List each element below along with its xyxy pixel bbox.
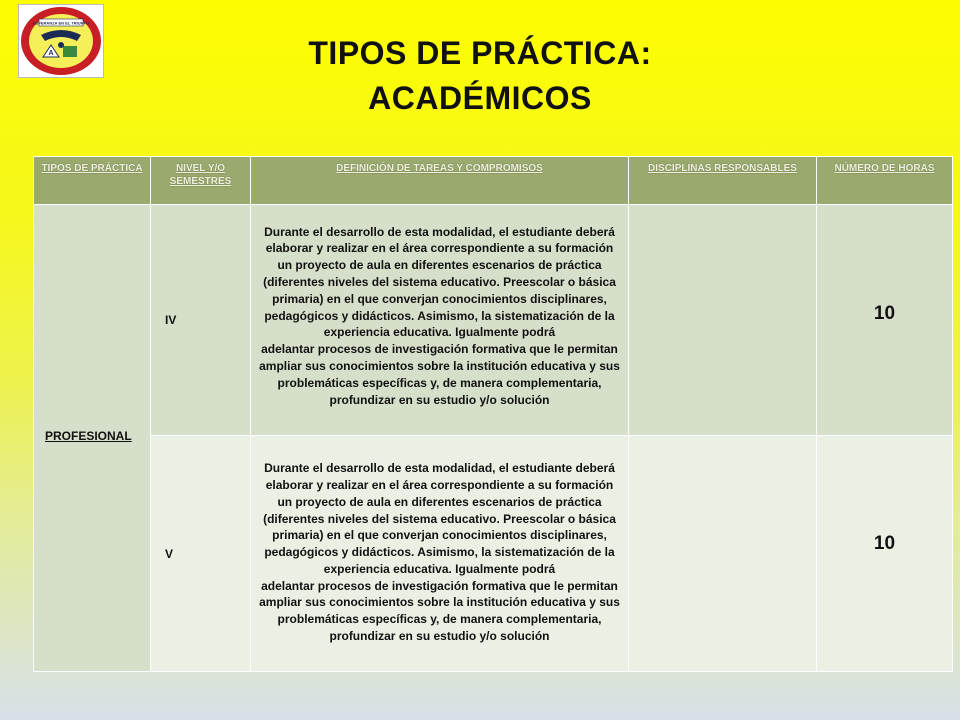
page-title-line1: TIPOS DE PRÁCTICA:	[308, 35, 652, 71]
header-disciplinas: DISCIPLINAS RESPONSABLES	[629, 157, 817, 205]
header-definicion: DEFINICIÓN DE TAREAS Y COMPROMISOS	[251, 157, 629, 205]
definicion-cell	[251, 205, 629, 436]
logo-motto: ESPERANZA EN EL TRIUNFO	[32, 20, 90, 26]
nivel-cell	[151, 205, 251, 436]
definicion-text: Durante el desarrollo de esta modalidad, el estudiante deberá elaborar y realizar en el área correspondiente a su formación un proyecto de aula en diferentes escenarios de práctica (diferentes niveles del sistema educativo. Preescolar o básica primaria) en el que converjan conocimientos disciplinares, pedagógicos y didácticos. Asimismo, la sistematización de la experiencia educativa. Igualmente podrá adelantar procesos de investigación formativa que le permitan ampliar sus conocimientos sobre la institución educativa y sus problemáticas específicas y, de manera complementaria, profundizar en su estudio y/o solución	[259, 461, 620, 644]
header-horas: NÚMERO DE HORAS	[817, 157, 953, 205]
table-row	[34, 205, 953, 436]
horas-cell	[817, 205, 953, 436]
practice-table	[33, 156, 953, 672]
page-title-line2: ACADÉMICOS	[368, 80, 592, 116]
nivel-value: V	[165, 546, 174, 561]
table-header-row	[34, 157, 953, 205]
horas-cell	[817, 436, 953, 672]
horas-value: 10	[873, 532, 896, 554]
svg-text:A: A	[48, 50, 54, 57]
nivel-value: IV	[165, 313, 177, 327]
tipo-label: PROFESIONAL	[45, 429, 132, 443]
tipo-cell	[34, 205, 151, 672]
table-row	[34, 436, 953, 672]
disciplinas-cell	[629, 436, 817, 672]
definicion-text: Durante el desarrollo de esta modalidad, el estudiante deberá elaborar y realizar en el área correspondiente a su formación un proyecto de aula en diferentes escenarios de práctica (diferentes niveles del sistema educativo. Preescolar o básica primaria) en el que converjan conocimientos disciplinares, pedagógicos y didácticos. Asimismo, la sistematización de la experiencia educativa. Igualmente podrá adelantar procesos de investigación formativa que le permitan ampliar sus conocimientos sobre la institución educativa y sus problemáticas específicas y, de manera complementaria, profundizar en su estudio y/o solución	[259, 224, 620, 407]
nivel-cell	[151, 436, 251, 672]
horas-value: 10	[873, 303, 896, 324]
definicion-cell	[251, 436, 629, 672]
header-tipo: TIPOS DE PRÁCTICA	[34, 157, 151, 205]
header-nivel: NIVEL Y/O SEMESTRES	[151, 157, 251, 205]
disciplinas-cell	[629, 205, 817, 436]
